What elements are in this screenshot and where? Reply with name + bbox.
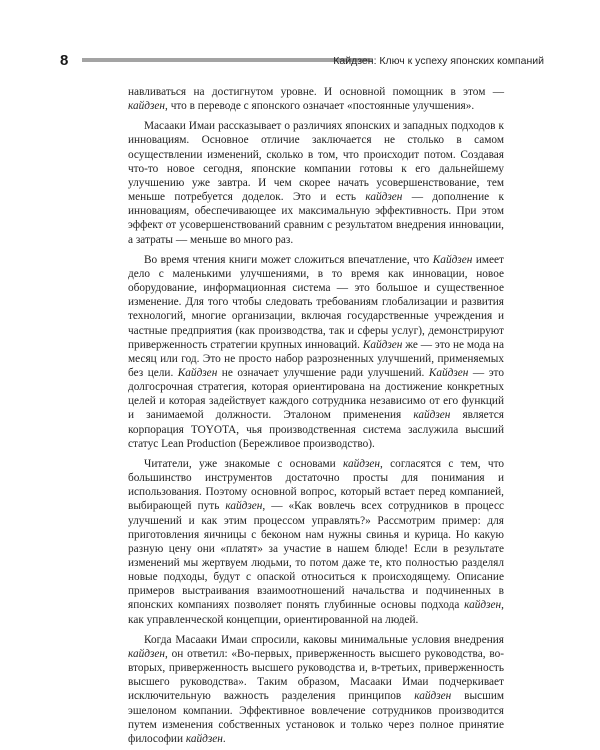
body-text (128, 85, 504, 746)
italic-term: кайдзен (414, 690, 452, 703)
paragraph-4 (128, 457, 504, 627)
paragraph-1 (128, 85, 504, 113)
running-title: Кайдзен: Ключ к успеху японских компаний (333, 55, 544, 67)
italic-term: Кайдзен (432, 253, 473, 266)
text-run: , как управленческой концепции, ориентированной на людей. (128, 599, 504, 626)
header-rule (82, 58, 372, 62)
text-run: , что в переводе с японского означает «постоянные улучшения». (165, 100, 475, 113)
text-run: навливаться на достигнутом уровне. И основной помощник в этом — (128, 86, 504, 98)
text-run: высшим эшелоном компании. Эффективное вовлечение сотрудников производится путем изменения собственных установок и только через полное принятие философии (128, 690, 505, 745)
text-run: не означает улучшение ради улучшений. (217, 366, 429, 379)
text-run: Масааки Имаи рассказывает о различиях японских и западных подходов к инновациям. Основное отличие заключается не столько в самом осуществлении изменений, сколько в том, что происходит потом. Создавая что-то новое сегодня, японские компании готовы к его дальнейшему улучшению уже завтра. И чем скорее начать усовершенствование, тем меньше потребуется доделок. Это и есть (128, 120, 504, 204)
italic-term: Кайдзен (428, 366, 469, 379)
text-run: — это долгосрочная стратегия, которая ориентирована на достижение конкретных целей и которая задействует каждого сотрудника независимо от его функций и занимаемой должности. Эталоном применения (128, 366, 504, 422)
paragraph-2 (128, 119, 504, 246)
text-run: . (222, 732, 226, 745)
text-run: Когда Масааки Имаи спросили, каковы минимальные условия внедрения (144, 633, 504, 646)
italic-term: кайдзен (343, 457, 381, 470)
text-run: Во время чтения книги может сложиться впечатление, что (144, 253, 433, 266)
italic-term: кайдзен (365, 191, 403, 204)
text-run: Читатели, уже знакомые с основами (144, 457, 343, 470)
page-header (60, 52, 544, 70)
italic-term: кайдзен (225, 500, 263, 513)
text-run: , он ответил: «Во-первых, приверженность высшего руководства, во-вторых, приверженность высшего руководства и, в-третьих, приверженность высшего руководства». Таким образом, Масааки Имаи подчеркивает исключительную важность разделения принципов (128, 647, 504, 703)
italic-term: кайдзен (413, 409, 451, 422)
text-run: является корпорация TOYOTA, чья производственная система заслужила высший статус Lean Production (Бережливое производство). (128, 409, 504, 450)
paragraph-3 (128, 253, 504, 451)
text-run: , согласятся с тем, что большинство инструментов достаточно просты для понимания и использования. Поэтому основной вопрос, который встает перед компанией, выбирающей путь (128, 457, 505, 513)
text-run: имеет дело с маленькими улучшениями, в то время как инновации, новое оборудование, информационная система — это большое и существенное изменение. Для того чтобы следовать требованиям глобализации и развития технологий, многие организации, включая государственные учреждения и частные предприятия (как производства, так и сферы услуг), демонстрируют приверженность стратегии крупных инноваций. (128, 253, 504, 351)
italic-term: Кайдзен (362, 338, 403, 351)
italic-term: кайдзен (128, 100, 166, 113)
italic-term: кайдзен (128, 647, 166, 660)
text-run: же — это не мода на месяц или год. Это не просто набор разрозненных улучшений, применяемых без цели. (128, 338, 504, 379)
italic-term: Кайдзен (177, 366, 218, 379)
page-number: 8 (60, 52, 69, 69)
text-run: , — «Как вовлечь всех сотрудников в процесс улучшений и как этим процессом управлять?» Рассмотрим пример: для приготовления яичницы с беконом нам нужны свинья и курица. Но какую разную цену они «платят» за участие в нашем блюде! Если в результате изменений мы жертвуем людьми, то потом даже те, кто полностью разделял новые подходы, будут с опаской относиться к происходящему. Описание примеров выстраивания взаимоотношений начальства и подчиненных в японских компаниях позволяет понять глубинные основы подхода (128, 500, 504, 612)
paragraph-5 (128, 633, 504, 746)
text-run: — дополнение к инновациям, обеспечивающее их максимальную эффективность. При этом эффект от усовершенствований сравним с результатом внедрения инновации, а затраты — меньше во много раз. (128, 191, 504, 246)
italic-term: кайдзен (464, 599, 502, 612)
italic-term: кайдзен (185, 732, 223, 745)
